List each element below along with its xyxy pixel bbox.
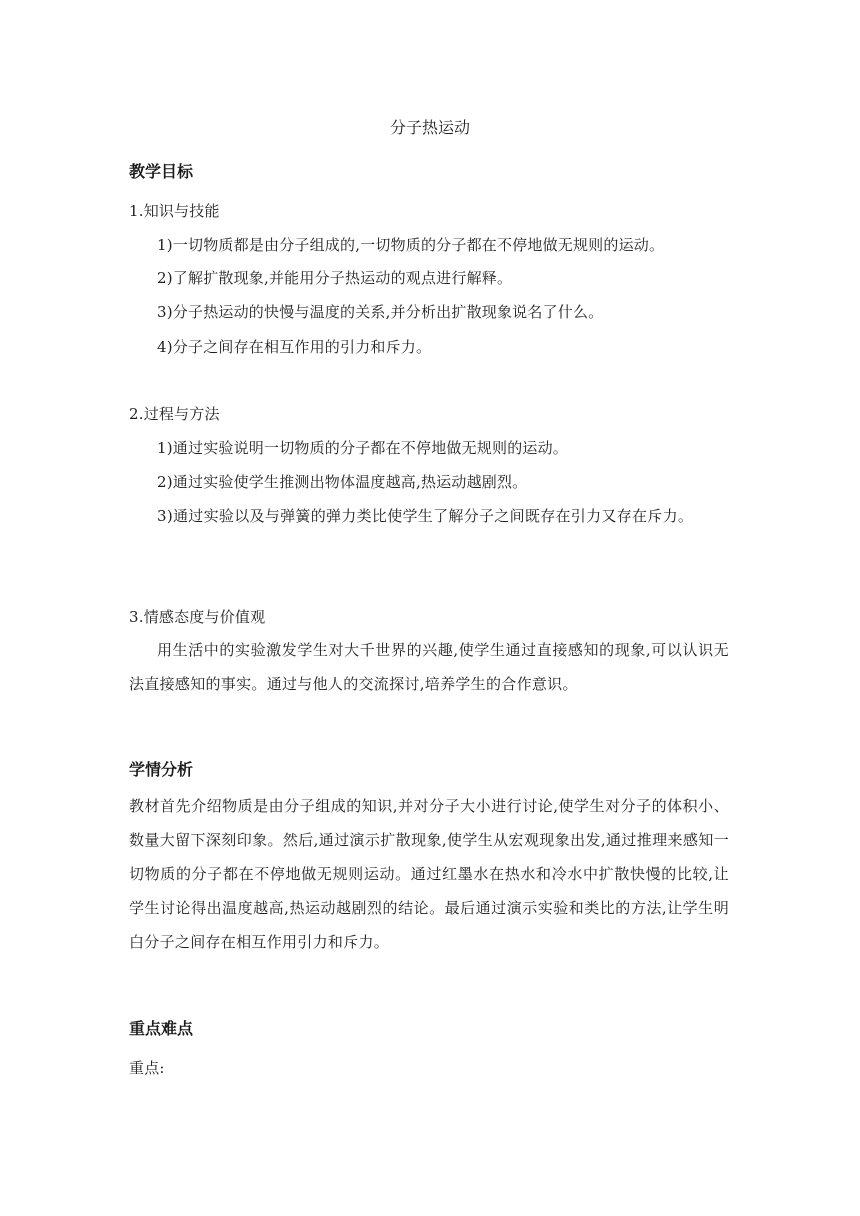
section-heading-objectives: 教学目标	[129, 162, 194, 181]
subsection-label-process: 2.过程与方法	[129, 405, 220, 423]
subsection-label-knowledge: 1.知识与技能	[129, 202, 220, 220]
subsection-label-emotion: 3.情感态度与价值观	[129, 608, 266, 626]
process-item: 2)通过实验使学生推测出物体温度越高,热运动越剧烈。	[157, 473, 528, 491]
section-heading-analysis: 学情分析	[129, 760, 194, 779]
knowledge-item: 1)一切物质都是由分子组成的,一切物质的分子都在不停地做无规则的运动。	[157, 236, 665, 254]
analysis-paragraph: 教材首先介绍物质是由分子组成的知识,并对分子大小进行讨论,使学生对分子的体积小、数量大留下深刻印象。然后,通过演示扩散现象,使学生从宏观现象出发,通过推理来感知一切物质的分子都在不停地做无规则运动。通过红墨水在热水和冷水中扩散快慢的比较,让学生讨论得出温度越高,热运动越剧烈的结论。最后通过演示实验和类比的方法,让学生明白分子之间存在相互作用引力和斥力。	[129, 797, 729, 951]
document-title: 分子热运动	[389, 118, 470, 137]
knowledge-item: 2)了解扩散现象,并能用分子热运动的观点进行解释。	[157, 269, 513, 287]
process-item: 3)通过实验以及与弹簧的弹力类比使学生了解分子之间既存在引力又存在斥力。	[157, 507, 694, 525]
knowledge-item: 3)分子热运动的快慢与温度的关系,并分析出扩散现象说名了什么。	[157, 303, 604, 321]
focus-label: 重点:	[129, 1059, 165, 1077]
section-heading-key-points: 重点难点	[129, 1019, 194, 1038]
emotion-paragraph: 用生活中的实验激发学生对大千世界的兴趣,使学生通过直接感知的现象,可以认识无法直接感知的事实。通过与他人的交流探讨,培养学生的合作意识。	[129, 641, 729, 693]
process-item: 1)通过实验说明一切物质的分子都在不停地做无规则的运动。	[157, 439, 568, 457]
knowledge-item: 4)分子之间存在相互作用的引力和斥力。	[157, 338, 432, 356]
